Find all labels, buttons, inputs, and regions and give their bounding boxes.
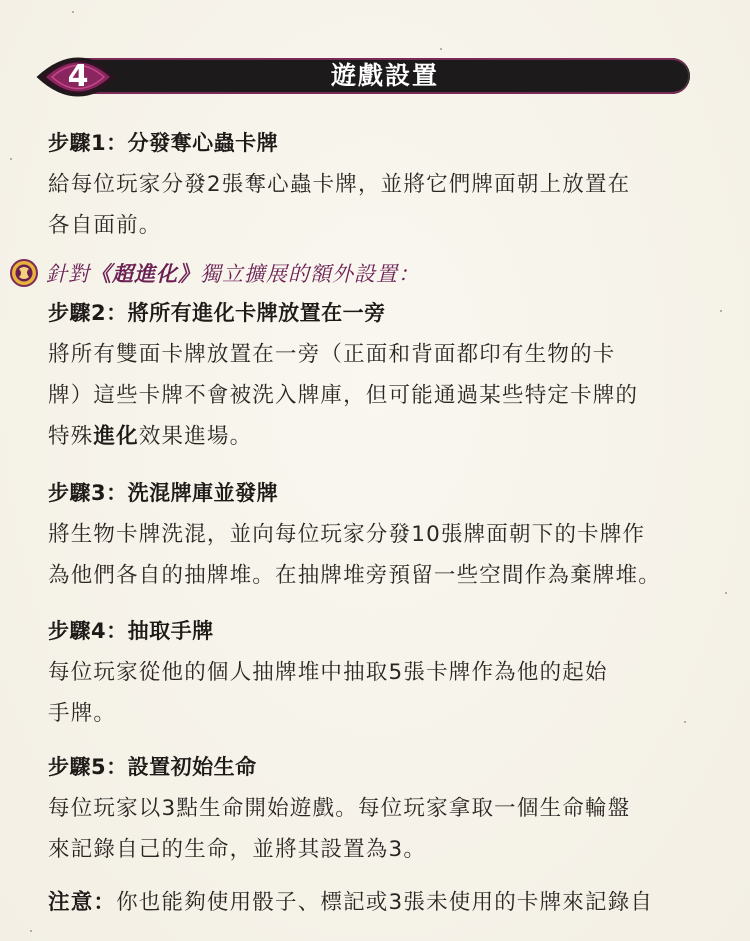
step-2-heading: 步驟2：將所有進化卡牌放置在一旁 xyxy=(48,301,386,325)
expansion-prefix: 針對 xyxy=(46,262,90,286)
evolution-keyword: 進化 xyxy=(93,424,139,449)
step-5-heading: 步驟5：設置初始生命 xyxy=(48,755,257,779)
step-2-line-3-pre: 特殊 xyxy=(48,424,94,449)
step-3-line-1: 將生物卡牌洗混，並向每位玩家分發10張牌面朝下的卡牌作 xyxy=(48,522,646,547)
note-text: 你也能夠使用骰子、標記或3張未使用的卡牌來記錄自 xyxy=(116,890,654,915)
step-4-heading: 步驟4：抽取手牌 xyxy=(48,619,214,643)
step-5-line-2: 來記錄自己的生命，並將其設置為3。 xyxy=(48,837,427,862)
expansion-setup-note xyxy=(10,256,710,290)
step-2-line-3 xyxy=(48,416,708,457)
expansion-note-text xyxy=(46,258,420,288)
step-3-section xyxy=(48,476,708,596)
step-5-section xyxy=(48,750,708,870)
step-2-line-1: 將所有雙面卡牌放置在一旁（正面和背面都印有生物的卡 xyxy=(48,342,616,367)
step-1-section xyxy=(48,126,708,246)
section-title: 遊戲設置 xyxy=(330,61,439,90)
step-3-heading: 步驟3：洗混牌庫並發牌 xyxy=(48,481,279,505)
step-3-line-2: 為他們各自的抽牌堆。在抽牌堆旁預留一些空間作為棄牌堆。 xyxy=(48,563,661,588)
note-section xyxy=(48,882,708,923)
paper-speck xyxy=(720,310,722,312)
paper-speck xyxy=(72,11,74,13)
paper-speck xyxy=(10,158,12,160)
step-1-heading: 步驟1：分發奪心蟲卡牌 xyxy=(48,131,279,155)
expansion-suffix: 獨立擴展的額外設置： xyxy=(200,262,420,286)
step-2-line-3-post: 效果進場。 xyxy=(138,424,253,449)
paper-speck xyxy=(725,592,727,594)
expansion-name: 《超進化》 xyxy=(90,262,200,286)
step-5-line-1: 每位玩家以3點生命開始遊戲。每位玩家拿取一個生命輪盤 xyxy=(48,796,631,821)
step-2-section xyxy=(48,296,708,457)
section-number: 4 xyxy=(67,59,89,94)
evolution-symbol-icon xyxy=(10,259,38,287)
paper-speck xyxy=(30,930,32,932)
note-label: 注意： xyxy=(48,890,117,915)
step-1-line-2: 各自面前。 xyxy=(48,213,162,238)
section-number-badge xyxy=(34,46,122,108)
section-header xyxy=(34,46,690,108)
step-1-line-1: 給每位玩家分發2張奪心蟲卡牌，並將它們牌面朝上放置在 xyxy=(48,172,631,197)
step-4-line-2: 手牌。 xyxy=(48,701,117,726)
note-line xyxy=(48,882,708,923)
step-4-section xyxy=(48,614,708,734)
step-2-line-2: 牌）這些卡牌不會被洗入牌庫，但可能通過某些特定卡牌的 xyxy=(48,383,639,408)
step-4-line-1: 每位玩家從他的個人抽牌堆中抽取5張卡牌作為他的起始 xyxy=(48,660,608,685)
